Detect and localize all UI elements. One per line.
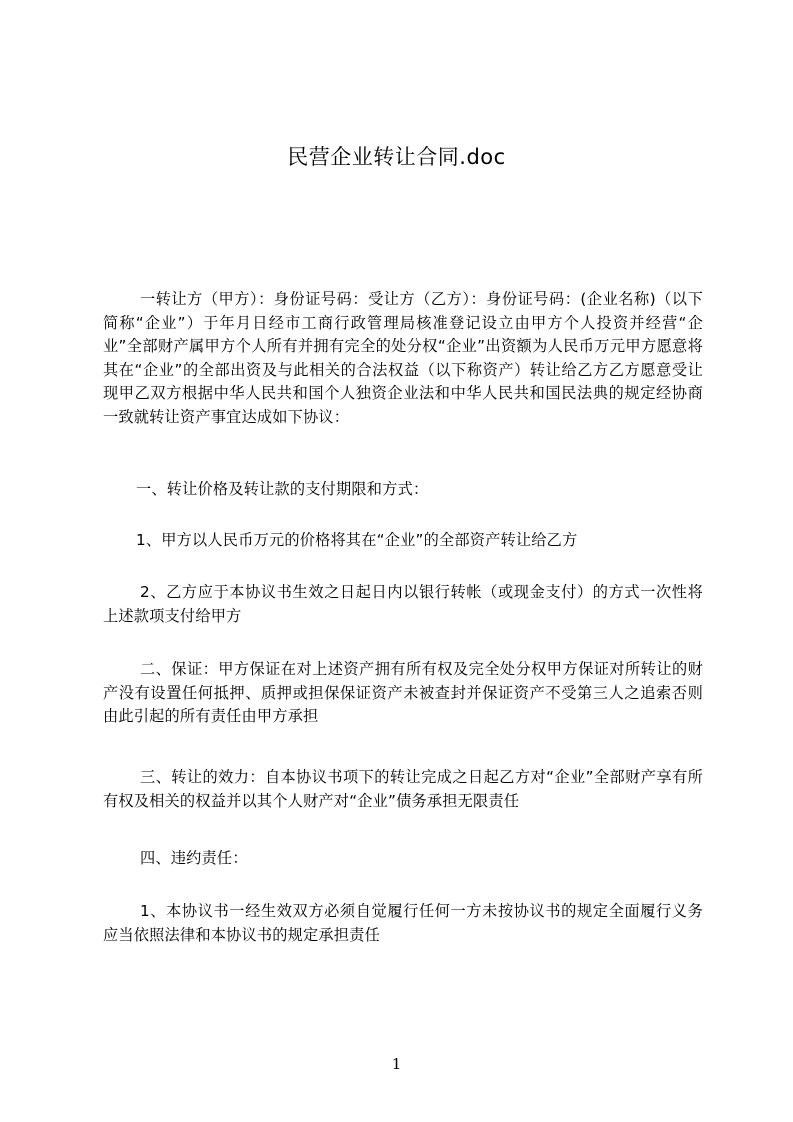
paragraph-section-2-guarantee: 二、保证：甲方保证在对上述资产拥有所有权及完全处分权甲方保证对所转让的财产没有设置任何抵押、质押或担保保证资产未被查封并保证资产不受第三人之追索否则由此引起的所有责任由甲方承担 <box>103 660 703 726</box>
paragraph-section-1-heading: 一、转让价格及转让款的支付期限和方式： <box>136 480 429 498</box>
paragraph-section-1-clause-1: 1、甲方以人民币万元的价格将其在“企业”的全部资产转让给乙方 <box>136 531 578 549</box>
paragraph-section-4-heading: 四、违约责任： <box>140 849 248 867</box>
page-number: 1 <box>391 1055 402 1073</box>
paragraph-section-4-clause-1: 1、本协议书一经生效双方必须自觉履行任何一方未按协议书的规定全面履行义务应当依照法律和本协议书的规定承担责任 <box>103 902 703 944</box>
document-title: 民营企业转让合同.doc <box>287 145 506 169</box>
paragraph-section-1-clause-2: 2、乙方应于本协议书生效之日起日内以银行转帐（或现金支付）的方式一次性将上述款项支付给甲方 <box>103 583 703 625</box>
paragraph-preamble: 一转让方（甲方）：身份证号码：受让方（乙方）：身份证号码：(企业名称)（以下简称“企业”）于年月日经市工商行政管理局核准登记设立由甲方个人投资并经营“企业”全部财产属甲方个人所有并拥有完全的处分权“企业”出资额为人民币万元甲方愿意将其在“企业”的全部出资及与此相关的合法权益（以下称资产）转让给乙方乙方愿意受让现甲乙双方根据中华人民共和国个人独资企业法和中华人民共和国民法典的规定经协商一致就转让资产事宜达成如下协议： <box>103 290 703 426</box>
paragraph-section-3-effect: 三、转让的效力：自本协议书项下的转让完成之日起乙方对“企业”全部财产享有所有权及相关的权益并以其个人财产对“企业”债务承担无限责任 <box>103 768 703 810</box>
